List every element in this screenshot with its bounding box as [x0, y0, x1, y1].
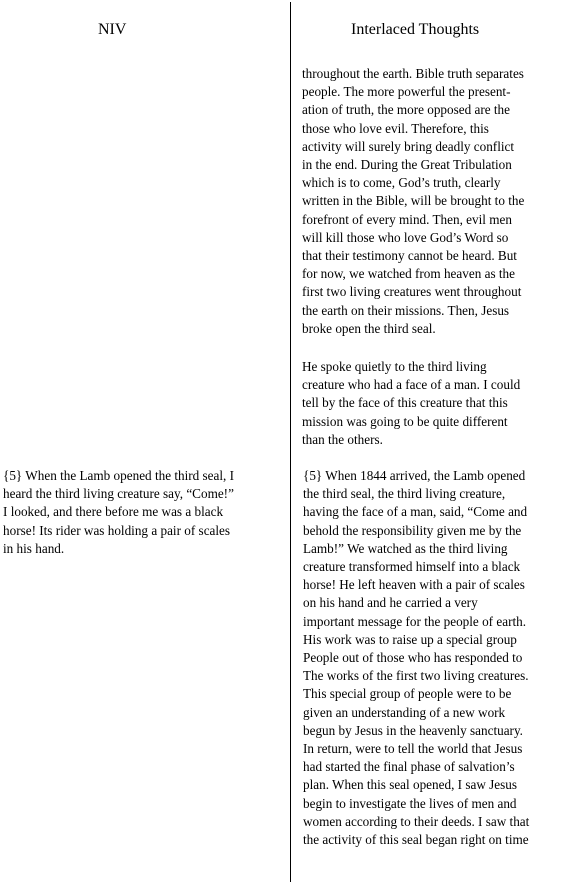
text-line: than the others. — [302, 431, 383, 447]
text-line: first two living creatures went throughout — [302, 284, 522, 300]
text-line: the activity of this seal began right on time — [303, 832, 529, 848]
text-line: which is to come, God’s truth, clearly — [302, 175, 501, 191]
text-line: had started the final phase of salvation’s — [303, 759, 515, 775]
text-line: having the face of a man, said, “Come and — [303, 504, 528, 520]
text-line: He spoke quietly to the third living — [302, 359, 487, 374]
text-line: in the end. During the Great Tribulation — [302, 157, 512, 173]
text-line: This special group of people were to be — [303, 686, 512, 702]
text-line: the third seal, the third living creature, — [303, 486, 506, 502]
text-line: Lamb!” We watched as the third living — [303, 540, 508, 556]
column-divider — [290, 2, 291, 882]
text-line: creature transformed himself into a black — [303, 559, 521, 575]
text-line: tell by the face of this creature that this — [302, 395, 508, 411]
text-line: written in the Bible, will be brought to the — [302, 193, 525, 209]
text-line: activity will surely bring deadly conflict — [302, 138, 515, 154]
text-line: horse! Its rider was holding a pair of scales — [3, 522, 231, 538]
text-line: behold the responsibility given me by the — [303, 522, 522, 538]
text-line: throughout the earth. Bible truth separates — [302, 66, 524, 81]
text-line: {5} When 1844 arrived, the Lamb opened — [303, 468, 526, 483]
niv-verse-5 — [3, 467, 234, 558]
text-line: given an understanding of a new work — [303, 704, 506, 720]
text-line: women according to their deeds. I saw that — [303, 813, 530, 829]
text-line: forefront of every mind. Then, evil men — [302, 211, 512, 227]
text-line: those who love evil. Therefore, this — [302, 120, 489, 136]
interlaced-thoughts-column-header: Interlaced Thoughts — [351, 21, 480, 38]
niv-column-header: NIV — [98, 21, 127, 38]
text-line: for now, we watched from heaven as the — [302, 266, 515, 282]
text-line: will kill those who love God’s Word so — [302, 229, 509, 245]
text-line: in his hand. — [3, 540, 65, 556]
text-line: The works of the first two living creatures. — [303, 668, 529, 684]
text-line: {5} When the Lamb opened the third seal, I — [3, 468, 235, 483]
text-line: horse! He left heaven with a pair of scales — [303, 577, 525, 593]
text-line: People out of those who has responded to — [303, 650, 523, 666]
text-line: important message for the people of earth. — [303, 613, 527, 629]
thought-paragraph-2 — [302, 358, 520, 449]
text-line: I looked, and there before me was a black — [3, 504, 224, 520]
text-line: on his hand and he carried a very — [303, 595, 478, 611]
text-line: broke open the third seal. — [302, 320, 436, 336]
text-line: plan. When this seal opened, I saw Jesus — [303, 777, 518, 793]
text-line: the earth on their missions. Then, Jesus — [302, 302, 510, 318]
text-line: mission was going to be quite different — [302, 413, 508, 429]
text-line: people. The more powerful the present- — [302, 84, 511, 100]
text-line: creature who had a face of a man. I could — [302, 377, 521, 393]
thought-paragraph-3 — [303, 467, 529, 849]
text-line: ation of truth, the more opposed are the — [302, 102, 511, 118]
text-line: begun by Jesus in the heavenly sanctuary. — [303, 722, 523, 738]
thought-paragraph-1 — [302, 65, 524, 338]
text-line: In return, were to tell the world that Jesus — [303, 741, 523, 757]
text-line: heard the third living creature say, “Come!” — [3, 486, 234, 502]
text-line: His work was to raise up a special group — [303, 631, 517, 647]
text-line: that their testimony cannot be heard. But — [302, 248, 517, 264]
text-line: begin to investigate the lives of men and — [303, 795, 517, 811]
